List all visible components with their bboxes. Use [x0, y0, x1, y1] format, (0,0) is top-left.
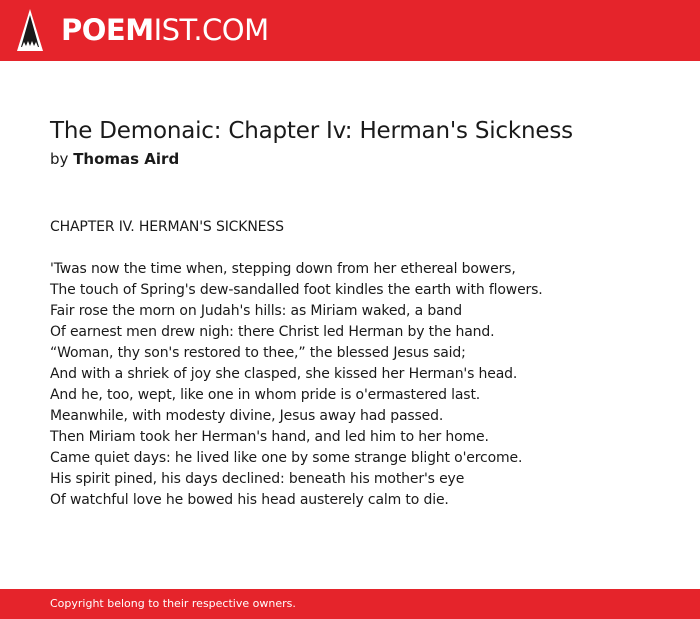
poem-line: “Woman, thy son's restored to thee,” the blessed Jesus said;: [50, 345, 466, 361]
poem-content: [50, 115, 670, 511]
poem-line: His spirit pined, his days declined: beneath his mother's eye: [50, 471, 465, 487]
site-logo[interactable]: [61, 12, 269, 48]
poem-title: The Demonaic: Chapter Iv: Herman's Sickness: [50, 118, 573, 144]
poem-line: And with a shriek of joy she clasped, she kissed her Herman's head.: [50, 366, 518, 382]
pencil-icon[interactable]: [17, 9, 43, 51]
poem-line: Of watchful love he bowed his head austerely calm to die.: [50, 492, 449, 508]
copyright-text: Copyright belong to their respective owners.: [50, 597, 296, 610]
author-name[interactable]: Thomas Aird: [73, 150, 180, 168]
poem-line: Came quiet days: he lived like one by some strange blight o'ercome.: [50, 450, 523, 466]
site-header: [0, 0, 700, 61]
poem-line: Fair rose the morn on Judah's hills: as Miriam waked, a band: [50, 303, 462, 319]
poem-line: 'Twas now the time when, stepping down from her ethereal bowers,: [50, 261, 516, 277]
poem-lines: [50, 259, 670, 511]
site-footer: [0, 589, 700, 619]
poem-line: Then Miriam took her Herman's hand, and led him to her home.: [50, 429, 489, 445]
poem-line: And he, too, wept, like one in whom pride is o'ermastered last.: [50, 387, 481, 403]
byline: [50, 147, 670, 171]
logo-light-text: IST.COM: [153, 13, 269, 47]
by-label: by: [50, 150, 69, 168]
chapter-heading: CHAPTER IV. HERMAN'S SICKNESS: [50, 219, 284, 235]
poem-body: [50, 217, 670, 511]
poem-line: Of earnest men drew nigh: there Christ led Herman by the hand.: [50, 324, 495, 340]
poem-line: The touch of Spring's dew-sandalled foot kindles the earth with flowers.: [50, 282, 543, 298]
logo-bold-text: POEM: [61, 13, 154, 47]
poem-line: Meanwhile, with modesty divine, Jesus away had passed.: [50, 408, 444, 424]
